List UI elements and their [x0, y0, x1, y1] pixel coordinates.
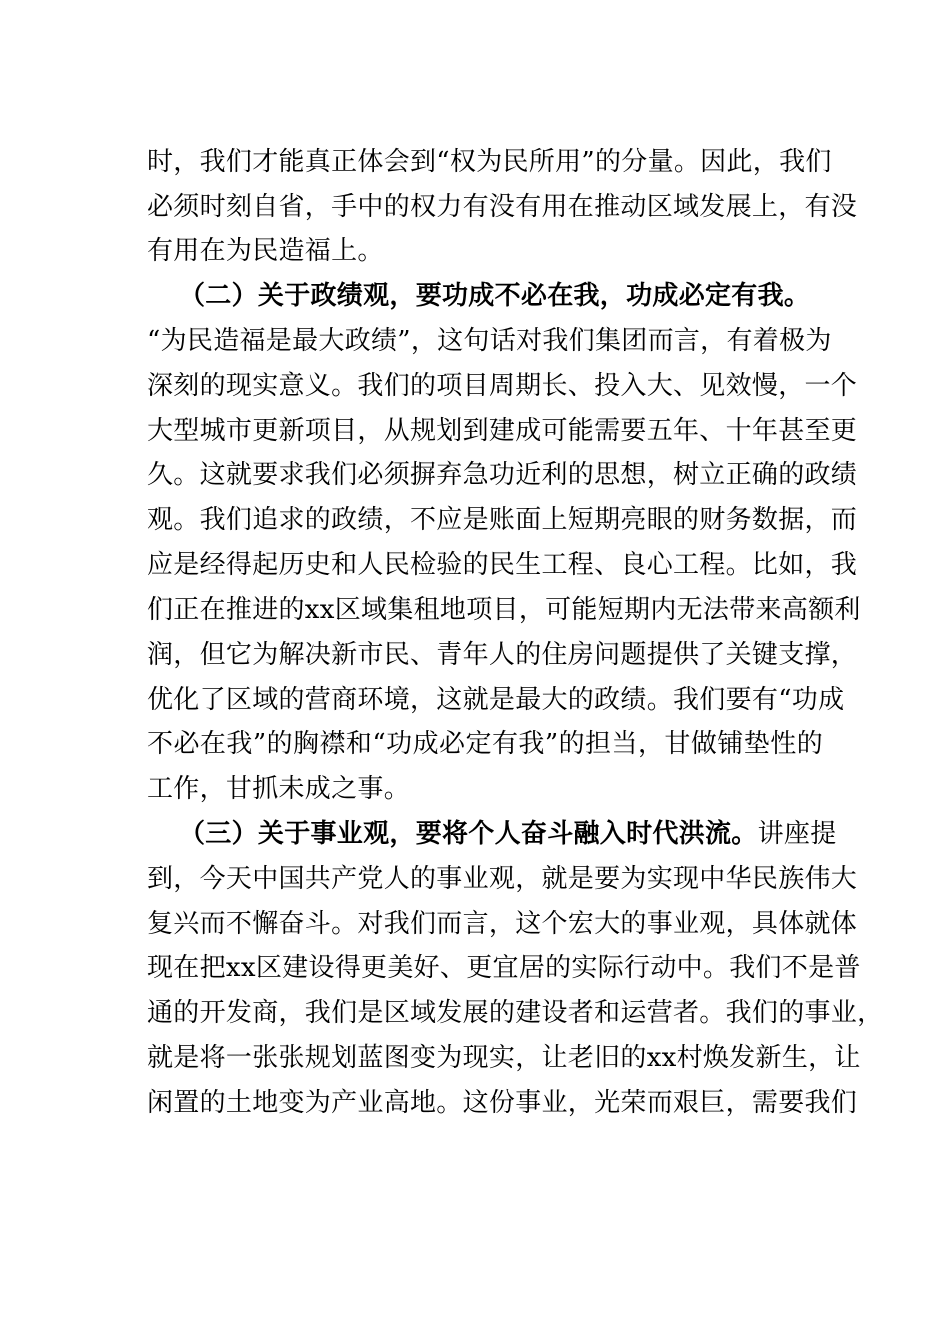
text-line-20: 通的开发商，我们是区域发展的建设者和运营者。我们的事业，: [147, 998, 884, 1028]
text-line-2: 必须时刻自省，手中的权力有没有用在推动区域发展上，有没: [147, 192, 858, 222]
text-line-19: 现在把xx区建设得更美好、更宜居的实际行动中。我们不是普: [147, 953, 861, 983]
text-line-3: 有用在为民造福上。: [147, 236, 384, 266]
text-line-8: 久。这就要求我们必须摒弃急功近利的思想，树立正确的政绩: [147, 460, 858, 490]
text-line-15: 工作，甘抓未成之事。: [147, 774, 411, 804]
text-line-1: 时，我们才能真正体会到“权为民所用”的分量。因此，我们: [147, 147, 832, 177]
text-line-5: “为民造福是最大政绩”，这句话对我们集团而言，有着极为: [147, 326, 832, 356]
text-line-13: 优化了区域的营商环境，这就是最大的政绩。我们要有“功成: [147, 685, 845, 715]
text-line-6: 深刻的现实意义。我们的项目周期长、投入大、见效慢，一个: [147, 371, 858, 401]
section-heading-3-line: [179, 812, 837, 856]
text-line-14: 不必在我”的胸襟和“功成必定有我”的担当，甘做铺垫性的: [147, 729, 823, 759]
section-heading-2: （二）关于政绩观，要功成不必在我，功成必定有我。: [179, 281, 811, 311]
section-heading-3: （三）关于事业观，要将个人奋斗融入时代洪流。: [179, 819, 758, 849]
text-line-17: 到，今天中国共产党人的事业观，就是要为实现中华民族伟大: [147, 864, 858, 894]
section-heading-3-rest: 讲座提: [757, 819, 837, 849]
text-line-11: 们正在推进的xx区域集租地项目，可能短期内无法带来高额利: [147, 595, 861, 625]
text-line-22: 闲置的土地变为产业高地。这份事业，光荣而艰巨，需要我们: [147, 1088, 858, 1118]
text-line-21: 就是将一张张规划蓝图变为现实，让老旧的xx村焕发新生，让: [147, 1043, 861, 1073]
text-line-18: 复兴而不懈奋斗。对我们而言，这个宏大的事业观，具体就体: [147, 909, 858, 939]
text-line-7: 大型城市更新项目，从规划到建成可能需要五年、十年甚至更: [147, 416, 858, 446]
text-line-12: 润，但它为解决新市民、青年人的住房问题提供了关键支撑，: [147, 640, 858, 670]
text-line-9: 观。我们追求的政绩，不应是账面上短期亮眼的财务数据，而: [147, 505, 858, 535]
text-line-10: 应是经得起历史和人民检验的民生工程、良心工程。比如，我: [147, 550, 858, 580]
